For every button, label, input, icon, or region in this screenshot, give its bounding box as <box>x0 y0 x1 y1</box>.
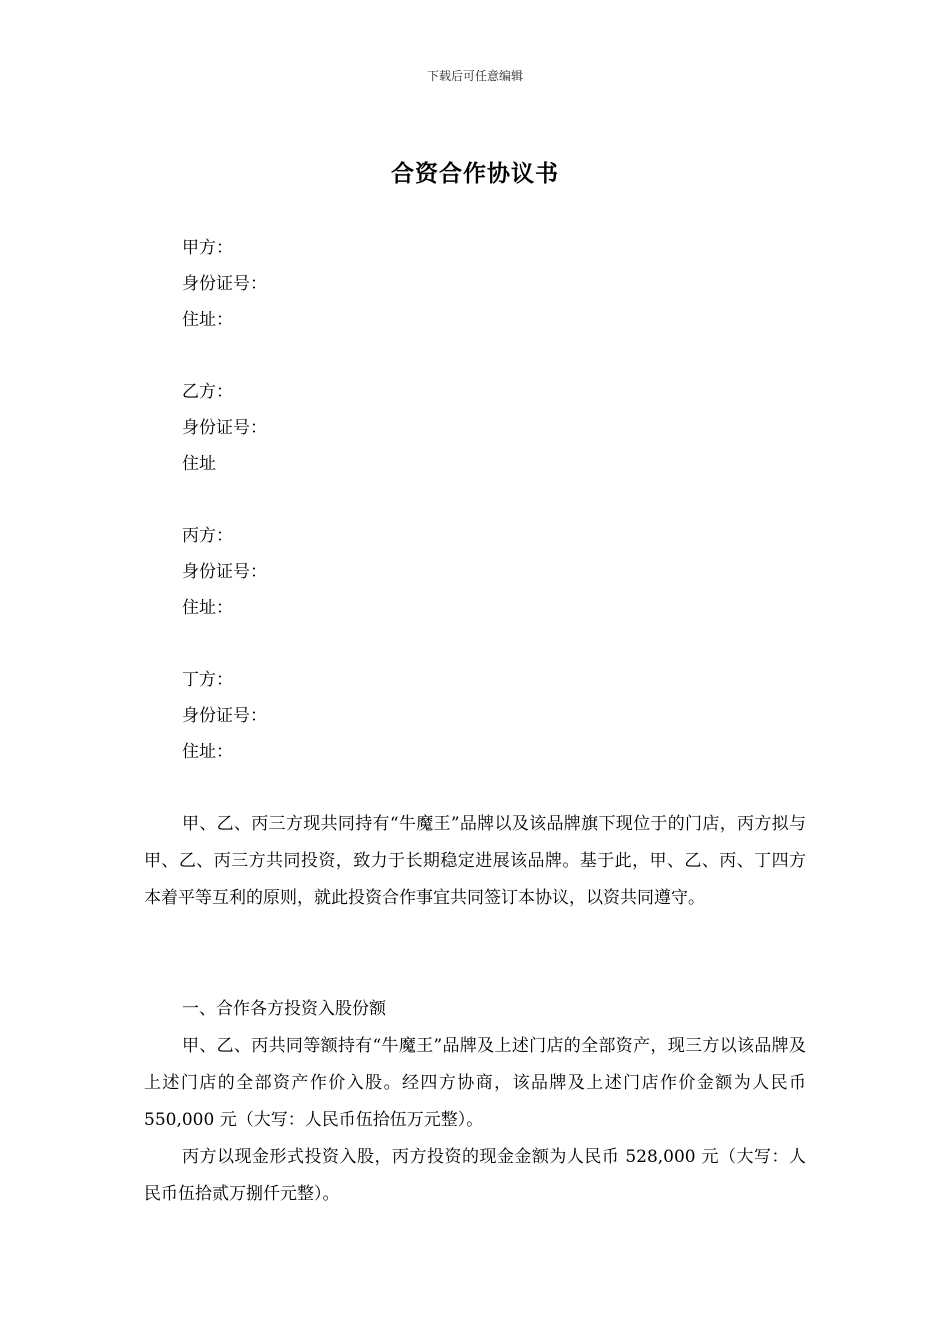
party-d-name-label: 丁方： <box>182 670 233 690</box>
party-a-block <box>182 230 267 338</box>
party-c-name-label: 丙方： <box>182 526 233 546</box>
party-a-id-label: 身份证号： <box>182 274 267 294</box>
party-c-address-label: 住址： <box>182 598 233 618</box>
party-d-block <box>182 662 267 770</box>
section-1 <box>144 991 806 1213</box>
party-b-address-label: 住址 <box>182 454 216 474</box>
party-a-name-label: 甲方： <box>182 238 233 258</box>
party-d-address-label: 住址： <box>182 742 233 762</box>
section-1-paragraph-2: 丙方以现金形式投资入股，丙方投资的现金金额为人民币 528,000 元（大写：人民币伍拾贰万捌仟元整）。 <box>144 1147 806 1204</box>
section-1-heading: 一、合作各方投资入股份额 <box>182 999 386 1019</box>
section-1-paragraph-1: 甲、乙、丙共同等额持有“牛魔王”品牌及上述门店的全部资产，现三方以该品牌及上述门店的全部资产作价入股。经四方协商，该品牌及上述门店作价金额为人民币 550,000 元（大写：人民币伍拾伍万元整）。 <box>144 1036 806 1130</box>
party-b-name-label: 乙方： <box>182 382 233 402</box>
party-a-address-label: 住址： <box>182 310 233 330</box>
party-c-id-label: 身份证号： <box>182 562 267 582</box>
party-d-id-label: 身份证号： <box>182 706 267 726</box>
page-header: 下载后可任意编辑 <box>426 69 523 83</box>
party-b-id-label: 身份证号： <box>182 418 267 438</box>
party-b-block <box>182 374 267 482</box>
intro-paragraph: 甲、乙、丙三方现共同持有“牛魔王”品牌以及该品牌旗下现位于的门店，丙方拟与甲、乙、丙三方共同投资，致力于长期稳定进展该品牌。基于此，甲、乙、丙、丁四方本着平等互利的原则，就此投资合作事宜共同签订本协议，以资共同遵守。 <box>144 814 806 908</box>
party-c-block <box>182 518 267 626</box>
intro-paragraph-block <box>144 806 806 917</box>
document-title: 合资合作协议书 <box>391 160 559 187</box>
